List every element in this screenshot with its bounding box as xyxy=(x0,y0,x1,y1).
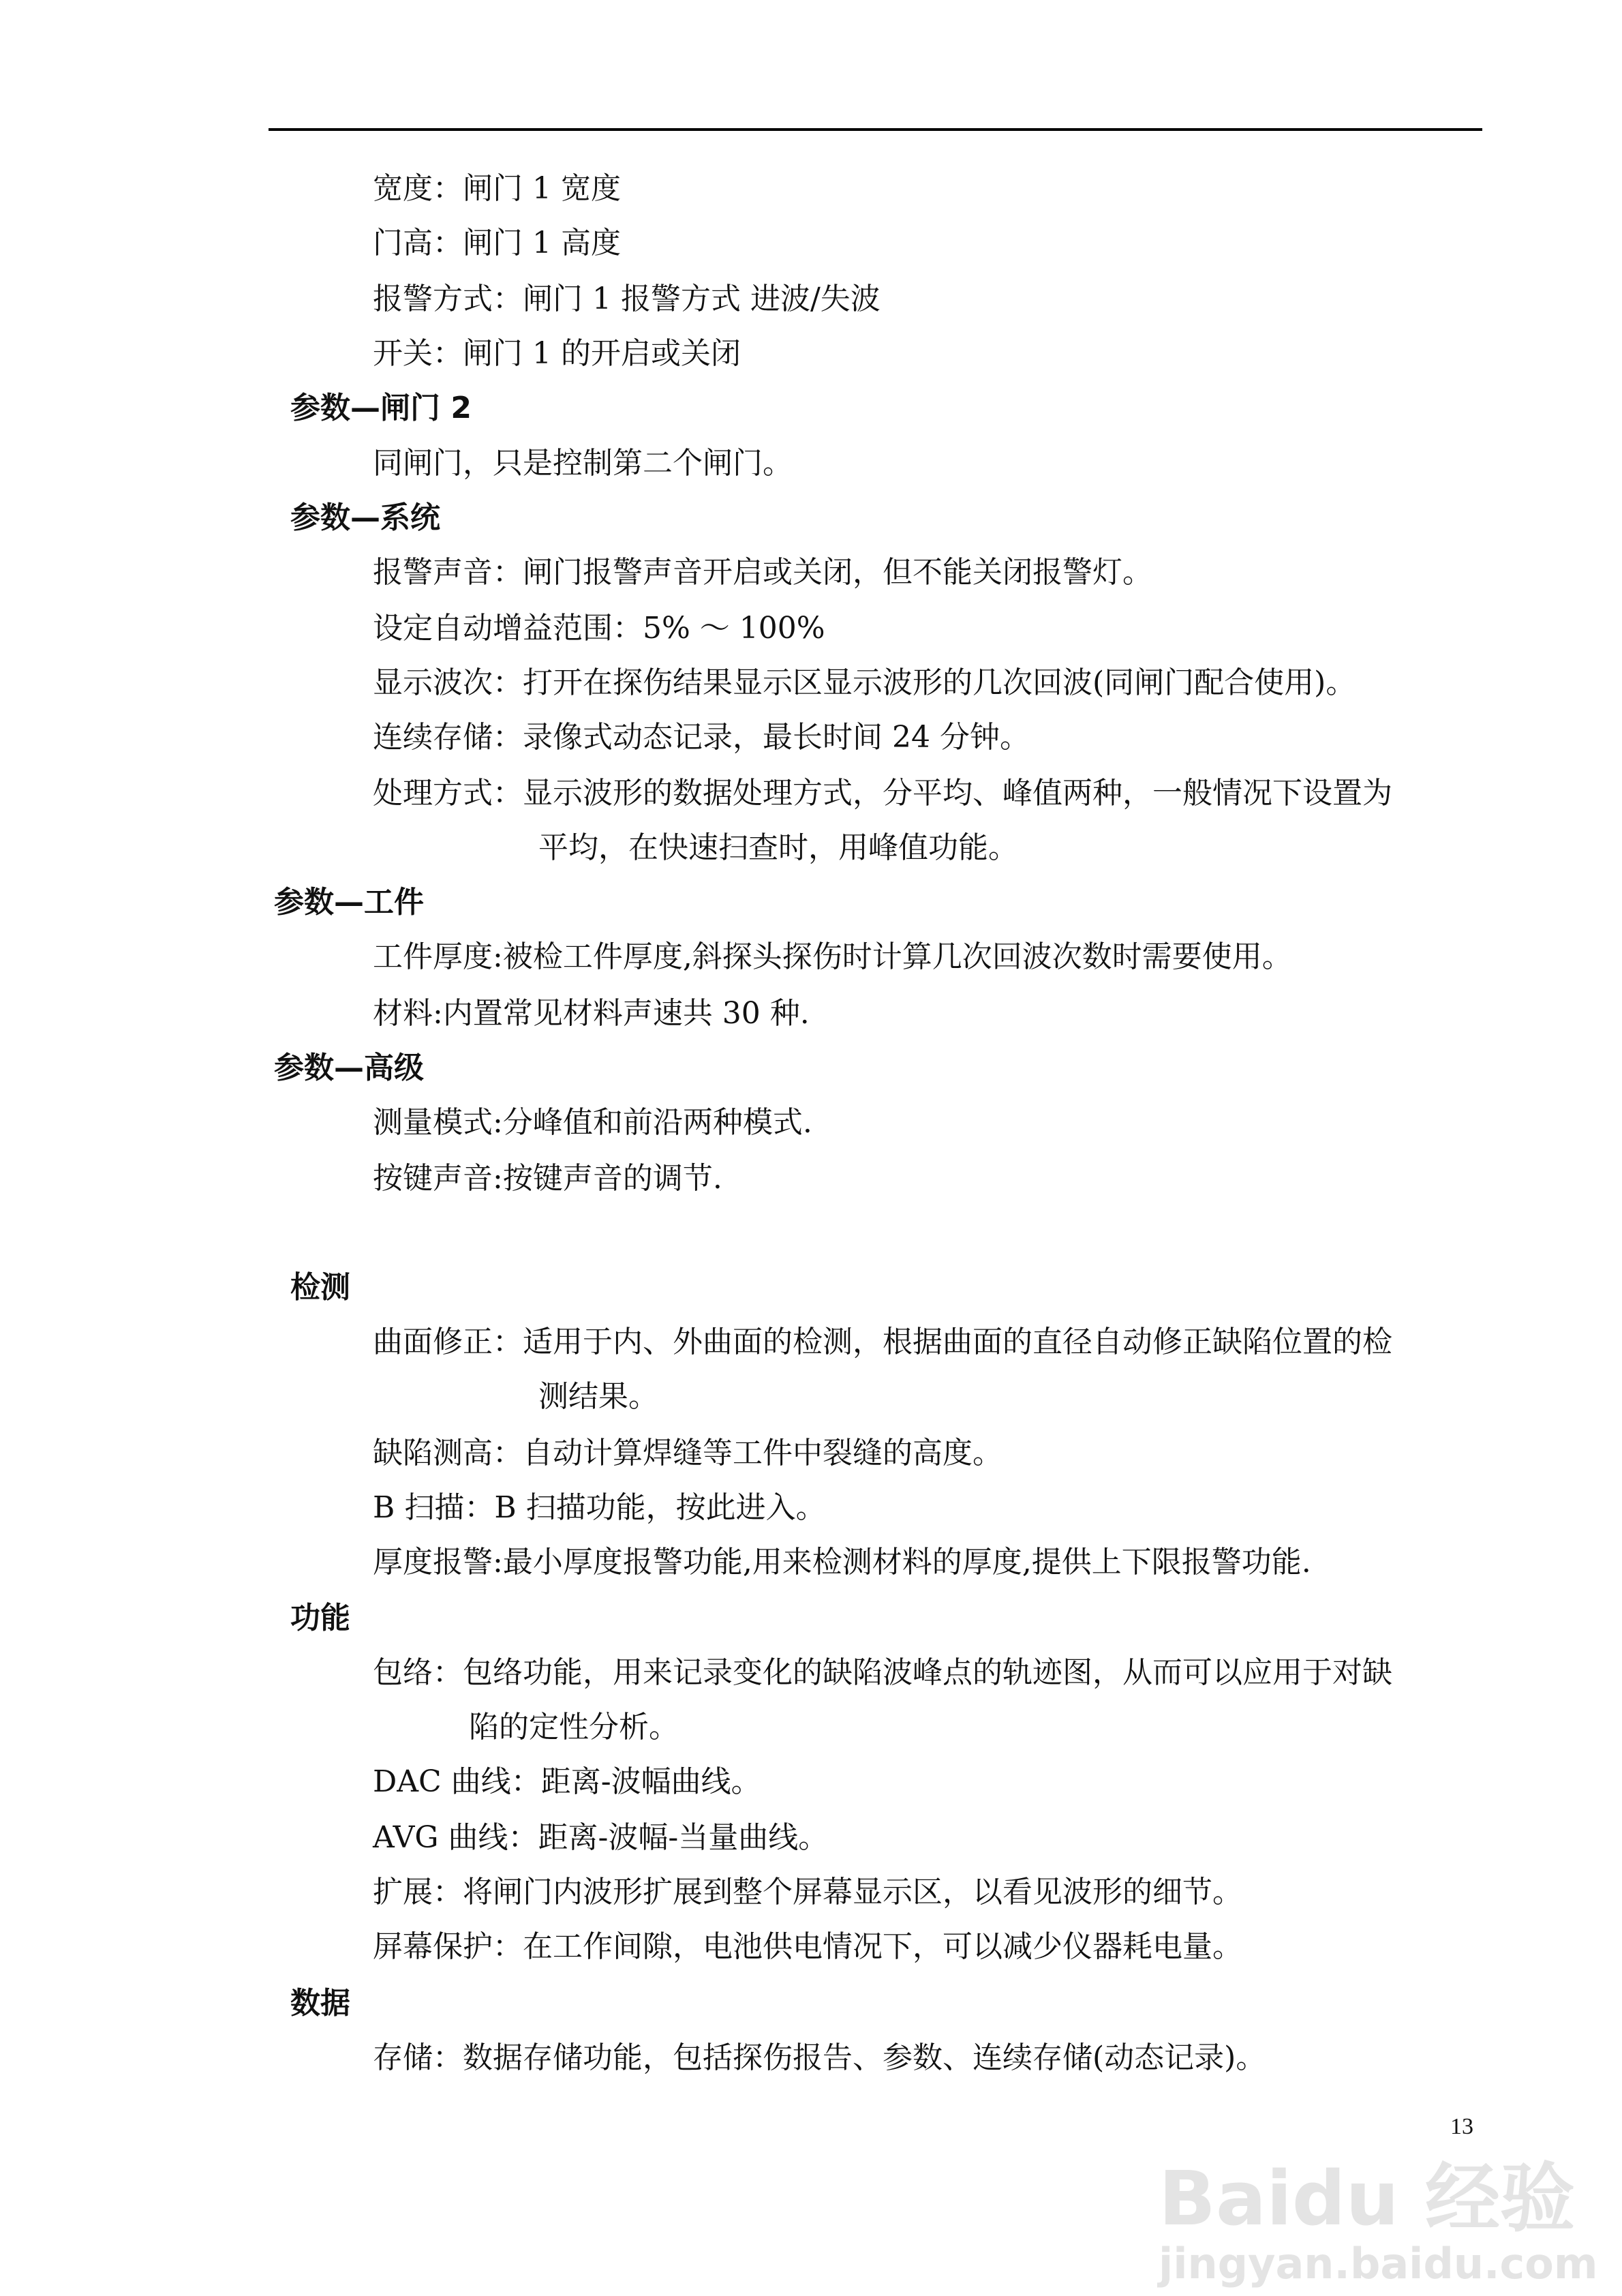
section-heading: 参数—系统 xyxy=(290,500,440,535)
text-line: 平均，在快速扫查时，用峰值功能。 xyxy=(538,830,1018,865)
header-rule xyxy=(269,128,1482,131)
section-heading: 数据 xyxy=(290,1986,350,2021)
text-line: 连续存储：录像式动态记录，最长时间 24 分钟。 xyxy=(373,720,1030,755)
section-heading: 功能 xyxy=(290,1601,350,1635)
text-line: 材料:内置常见材料声速共 30 种. xyxy=(373,996,810,1031)
text-line: 开关：闸门 1 的开启或关闭 xyxy=(373,336,741,371)
text-line: 包络：包络功能，用来记录变化的缺陷波峰点的轨迹图，从而可以应用于对缺 xyxy=(373,1655,1392,1690)
text-line: 设定自动增益范围：5% ～ 100% xyxy=(373,611,825,646)
section-heading: 参数—闸门 2 xyxy=(290,391,472,425)
text-line: 按键声音:按键声音的调节. xyxy=(373,1161,722,1196)
text-line: 屏幕保护：在工作间隙，电池供电情况下，可以减少仪器耗电量。 xyxy=(373,1929,1242,1964)
watermark-logo: Baidu 经验 xyxy=(1159,2155,1576,2242)
page-number: 13 xyxy=(1450,2114,1473,2139)
text-line: 报警方式：闸门 1 报警方式 进波/失波 xyxy=(373,282,881,316)
watermark-url: jingyan.baidu.com xyxy=(1159,2239,1598,2289)
text-line: 缺陷测高：自动计算焊缝等工件中裂缝的高度。 xyxy=(373,1436,1003,1470)
text-line: 同闸门，只是控制第二个闸门。 xyxy=(373,446,793,481)
text-line: 扩展：将闸门内波形扩展到整个屏幕显示区，以看见波形的细节。 xyxy=(373,1875,1242,1909)
section-heading: 检测 xyxy=(290,1270,350,1305)
text-line: 处理方式：显示波形的数据处理方式，分平均、峰值两种，一般情况下设置为 xyxy=(373,776,1392,811)
text-line: 宽度：闸门 1 宽度 xyxy=(373,171,621,206)
text-line: AVG 曲线：距离-波幅-当量曲线。 xyxy=(373,1820,829,1855)
text-line: DAC 曲线：距离-波幅曲线。 xyxy=(373,1764,761,1799)
section-heading: 参数—高级 xyxy=(274,1051,424,1085)
text-line: 曲面修正：适用于内、外曲面的检测，根据曲面的直径自动修正缺陷位置的检 xyxy=(373,1325,1392,1359)
text-line: 陷的定性分析。 xyxy=(469,1710,679,1744)
text-line: 测结果。 xyxy=(538,1379,658,1414)
text-line: 门高：闸门 1 高度 xyxy=(373,226,621,260)
text-line: B 扫描：B 扫描功能，按此进入。 xyxy=(373,1490,826,1525)
text-line: 工件厚度:被检工件厚度,斜探头探伤时计算几次回波次数时需要使用。 xyxy=(373,939,1292,974)
text-line: 存储：数据存储功能，包括探伤报告、参数、连续存储(动态记录)。 xyxy=(373,2040,1266,2075)
section-heading: 参数—工件 xyxy=(274,885,424,920)
text-line: 显示波次：打开在探伤结果显示区显示波形的几次回波(同闸门配合使用)。 xyxy=(373,665,1356,700)
text-line: 报警声音：闸门报警声音开启或关闭，但不能关闭报警灯。 xyxy=(373,555,1152,590)
text-line: 厚度报警:最小厚度报警功能,用来检测材料的厚度,提供上下限报警功能. xyxy=(373,1545,1311,1580)
baidu-watermark xyxy=(1159,2155,1598,2289)
text-line: 测量模式:分峰值和前沿两种模式. xyxy=(373,1105,812,1140)
